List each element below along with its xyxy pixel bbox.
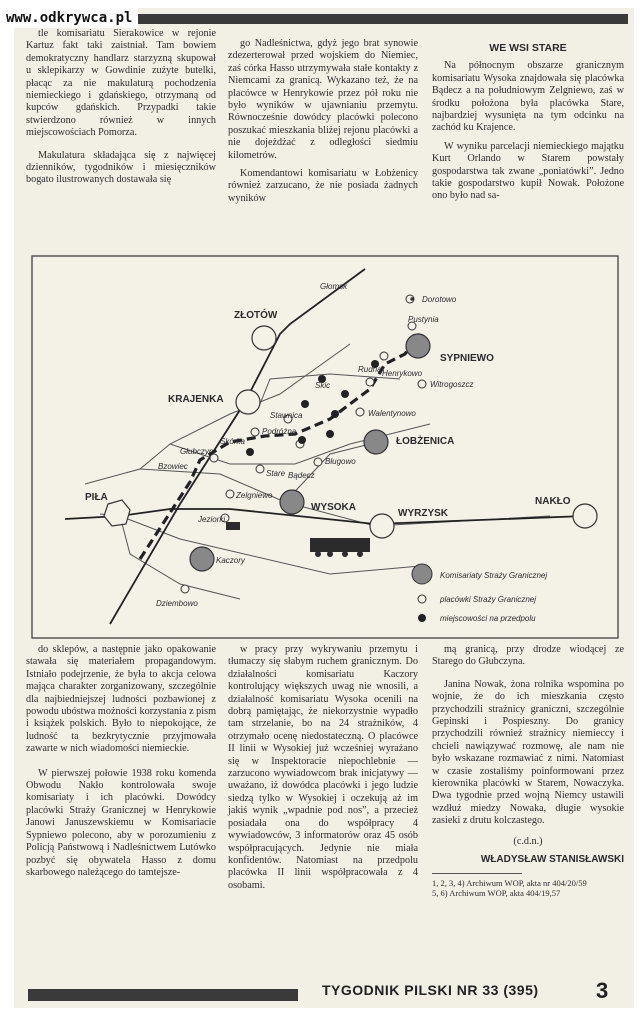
place-label: Jeziorki <box>198 515 226 524</box>
page-number: 3 <box>596 978 609 1003</box>
place-label: Skic <box>315 381 331 390</box>
car-icon <box>226 522 240 530</box>
legend-label: Komisariaty Straży Granicznej <box>440 571 548 580</box>
top-column-3 <box>432 42 624 209</box>
paragraph: W wyniku parcelacji niemieckiego majątku Kurt Orlando w Starem powstały gospodarstwa tak zwane „poniatówki”. Jedno takie gospodarstwo kupił Nowak. Położone ono było nad sa- <box>432 140 624 202</box>
place-label: Stare <box>266 469 286 478</box>
legend-label: placówki Straży Granicznej <box>440 595 537 604</box>
bottom-column-2 <box>228 644 418 898</box>
paragraph: Komendantowi komisariatu w Łobżenicy również zarzucano, że nie posiada żadnych wyników <box>228 168 418 204</box>
city-label: WYSOKA <box>311 502 356 513</box>
bottom-column-3 <box>432 644 624 899</box>
watermark-link[interactable]: www.odkrywca.pl <box>0 8 138 28</box>
paragraph: do sklepów, a następnie jako opakowanie stawała się materiałem propagandowym. Istniało podejrzenie, że była to akcja celowa mająca charakter zorganizowany, szczególnie dla najbiedniejszej ludności pozbawionej z powodu ubóstwa możności korzystania z pism i książek polskich. Było to niepokojące, że ludność ta bezkrytycznie przyjmowała zawarte w nich wiadomości niemieckie. <box>26 644 216 755</box>
city-label: WYRZYSK <box>398 508 448 519</box>
footnote-rule <box>432 873 522 874</box>
top-column-2 <box>228 38 418 211</box>
place-label: Kaczory <box>216 556 245 565</box>
city-label: SYPNIEWO <box>440 353 494 364</box>
place-label: Rudna <box>358 365 382 374</box>
place-label: Bądecz <box>288 471 315 480</box>
newspaper-page <box>14 8 634 1008</box>
place-label: Witrogoszcz <box>430 380 474 389</box>
paragraph: go Nadleśnictwa, gdyż jego brat synowie zdezerterował przed wojskiem do Niemiec, zaś córka Hasso utrzymywała stałe kontakty z Niemcami za granicą. Wykazano też, że na placówce w Henrykowie przez pół roku nie było wyników w ujawnianiu przemytu. Równocześnie dowódcy placówki polecono poszukać mieszkania bliżej rejonu placówki a nie dojeżdżać z odległości siedmiu kilometrów. <box>228 38 418 161</box>
place-label: Głomsk <box>320 282 348 291</box>
city-label: KRAJENKA <box>168 394 224 405</box>
city-label: ZŁOTÓW <box>234 310 278 321</box>
paragraph: Na północnym obszarze granicznym komisariatu Wysoka znajdowała się placówka Bądecz a na południowym Zelgniewo, zaś w środku położona była placówka Stare, najbardziej wysunięta na tym odcinku na zachód ku Krajence. <box>432 60 624 134</box>
top-column-1 <box>26 28 216 193</box>
place-label: Zelgniewo <box>236 491 273 500</box>
publication-footer: TYGODNIK PILSKI NR 33 (395) <box>322 982 539 998</box>
legend-label: miejscowości na przedpolu <box>440 614 536 623</box>
city-label: ŁOBŻENICA <box>396 436 455 447</box>
paragraph: W pierwszej połowie 1938 roku komenda Obwodu Nakło kontrolowała swoje komisariaty i ich placówki. Dowódcy placówki Straży Granicznej w Henrykowie Janowi Januszewskiemu w Komisariacie Sypniewo polecono, aby w porozumieniu z Policją Państwową i Nadleśnictwem Lutówko pozbyć się obywatela Hasso z domu skarbowego należącego do tamtejsze- <box>26 767 216 878</box>
footnote: 1, 2, 3, 4) Archiwum WOP, akta nr 404/20/59 <box>432 877 587 888</box>
place-label: Głubczyn <box>180 447 214 456</box>
city-label: PIŁA <box>85 492 108 503</box>
paragraph: Makulatura składająca się z najwięcej dzienników, tygodników i miesięczników bogato ilustrowanych dostawała się <box>26 149 216 186</box>
place-label: Dorotowo <box>422 295 457 304</box>
place-label: Walentynowo <box>368 409 416 418</box>
bottom-rule <box>28 989 298 1001</box>
paragraph: w pracy przy wykrywaniu przemytu i tłumaczy się słabym ruchem granicznym. Do działalności komisariatu Kaczory kontrolujący większych uwag nie wnosili, a działalność komisariatu Wysoka ocenili na dobrą pamiętając, że niekorzystnie wypadło tam strzelanie, bo na 24 strażników, 4 otrzymało ocenę niedostateczną. O placówce II linii w Wysokiej już wcześniej wyrażano się w Inspektoracie niepochlebnie — zarzucono wywiadowcom brak inicjatywy — uważano, iż dowódca placówki i jego ludzie siedzą tylko w Wysokiej i oczekują aż im jakiś wynik „wpadnie pod nos”, a przecież posiadała ona do współpracy 4 wywiadowców, 3 informatorów oraz 45 osób współpracujących. Jedynie nie miała konfidentów. Natomiast na przedpolu placówka II linii współpracowała z 4 osobami. <box>228 644 418 891</box>
place-label: Skórka <box>220 437 245 446</box>
place-label: Bzowiec <box>158 462 188 471</box>
place-label: Dziembowo <box>156 599 198 608</box>
place-label: Pustynia <box>408 315 439 324</box>
paragraph: tle komisariatu Sierakowice w rejonie Kartuz fakt taki zaistniał. Tam bowiem demokratyczny handlarz starzyzną skupował u sklepikarzy w Gowdinie zużyte butelki, płacąc za nie makulaturą pochodzenia niemieckiego i gdańskiego, otrzymaną od kupców gdańskich. Przypadki takie stwierdzono również w innych miejscowościach Pomorza. <box>26 28 216 139</box>
paragraph: mą granicą, przy drodze wiodącej ze Starego do Głubczyna. <box>432 644 624 668</box>
place-label: Podróżna <box>262 427 297 436</box>
place-label: Stawnica <box>270 411 303 420</box>
map-frame <box>32 256 618 638</box>
city-label: NAKŁO <box>535 496 571 507</box>
paragraph: Janina Nowak, żona rolnika wspomina po wojnie, że do ich mieszkania często przychodzili strażnicy graniczni, szczególnie Gepinski i Pospieszny. Do granicy przychodzili również strażnicy niemieccy i chcieli nawiązywać rozmowę, ale nam nie było wskazane rozmawiać z nimi. Natomiast w czasie zostaliśmy poinformowani przez kierownika placówki w Starem, Nowaczyka. Dwa tygodnie przed wojną Niemcy ustawili wzdłuż miedzy Nowaka, długie wysokie zasieki z drutu kolczastego. <box>432 678 624 827</box>
footnote: 5, 6) Archiwum WOP, akta 404/19,57 <box>432 888 561 898</box>
bottom-column-1 <box>26 644 216 885</box>
section-heading: WE WSI STARE <box>489 42 567 54</box>
author-signature: WŁADYSŁAW STANISŁAWSKI <box>480 854 624 866</box>
place-label: Bługowo <box>325 457 356 466</box>
continued-note: (c.d.n.) <box>513 835 543 847</box>
place-label: Henrykowo <box>382 369 423 378</box>
border-map <box>30 254 620 640</box>
